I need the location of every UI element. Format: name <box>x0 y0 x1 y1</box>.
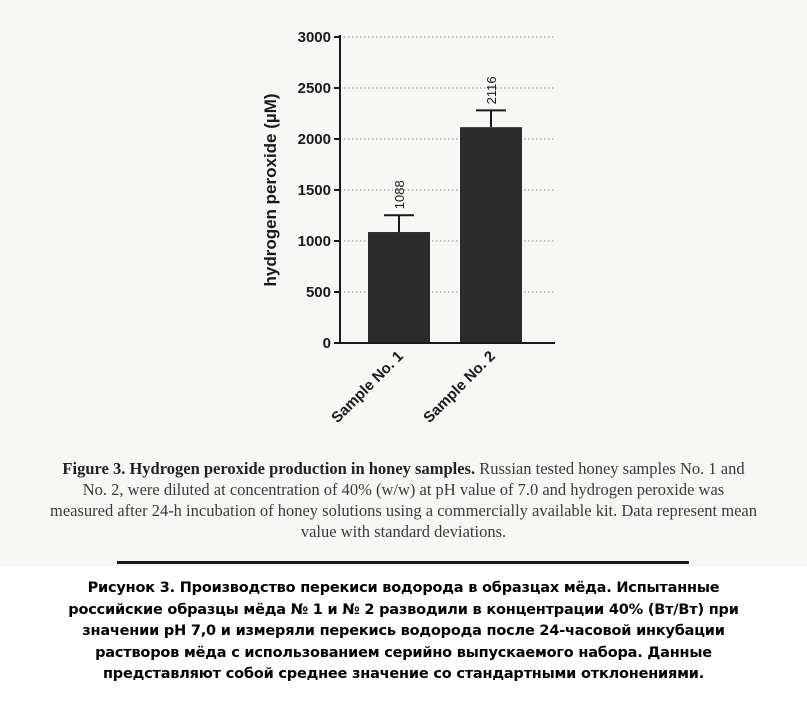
data-label: 2116 <box>484 76 499 105</box>
data-label: 1088 <box>392 180 407 210</box>
y-tick-label: 500 <box>305 284 331 301</box>
figure-caption-russian: Рисунок 3. Производство перекиси водорода в образцах мёда. Испытанные российские образцы мёда № 1 и № 2 разводили в концентрации 40% (Вт/Вт) при значении pH 7,0 и измеряли перекись водорода после 24-часовой инкубации растворов мёда с использованием серийно выпускаемого набора. Данные представляют собой среднее значение со стандартными отклонениями. <box>68 580 739 682</box>
y-tick-label: 1000 <box>297 233 331 250</box>
y-tick-label: 3000 <box>297 29 331 46</box>
caption-body: Russian tested honey samples No. 1 and No. 2, were diluted at concentration of 40% (w/w) at pH value of 7.0 and hydrogen peroxide was measured after 24-h incubation of honey solutions using a commercially available kit. Data represent mean value with standard deviations. <box>50 459 757 541</box>
y-axis-label: hydrogen peroxide (µM) <box>261 93 280 287</box>
y-tick-label: 2500 <box>297 80 331 97</box>
category-label: Sample No. 1 <box>328 347 407 427</box>
bar <box>460 127 522 343</box>
y-tick-label: 1500 <box>297 182 331 199</box>
y-tick-label: 0 <box>322 335 331 352</box>
category-label: Sample No. 2 <box>420 347 499 427</box>
caption-divider <box>117 561 689 564</box>
figure-caption-english <box>50 458 757 542</box>
caption-heading: Figure 3. Hydrogen peroxide production in honey samples. <box>62 459 476 478</box>
y-tick-label: 2000 <box>297 131 331 148</box>
bar <box>368 232 430 343</box>
